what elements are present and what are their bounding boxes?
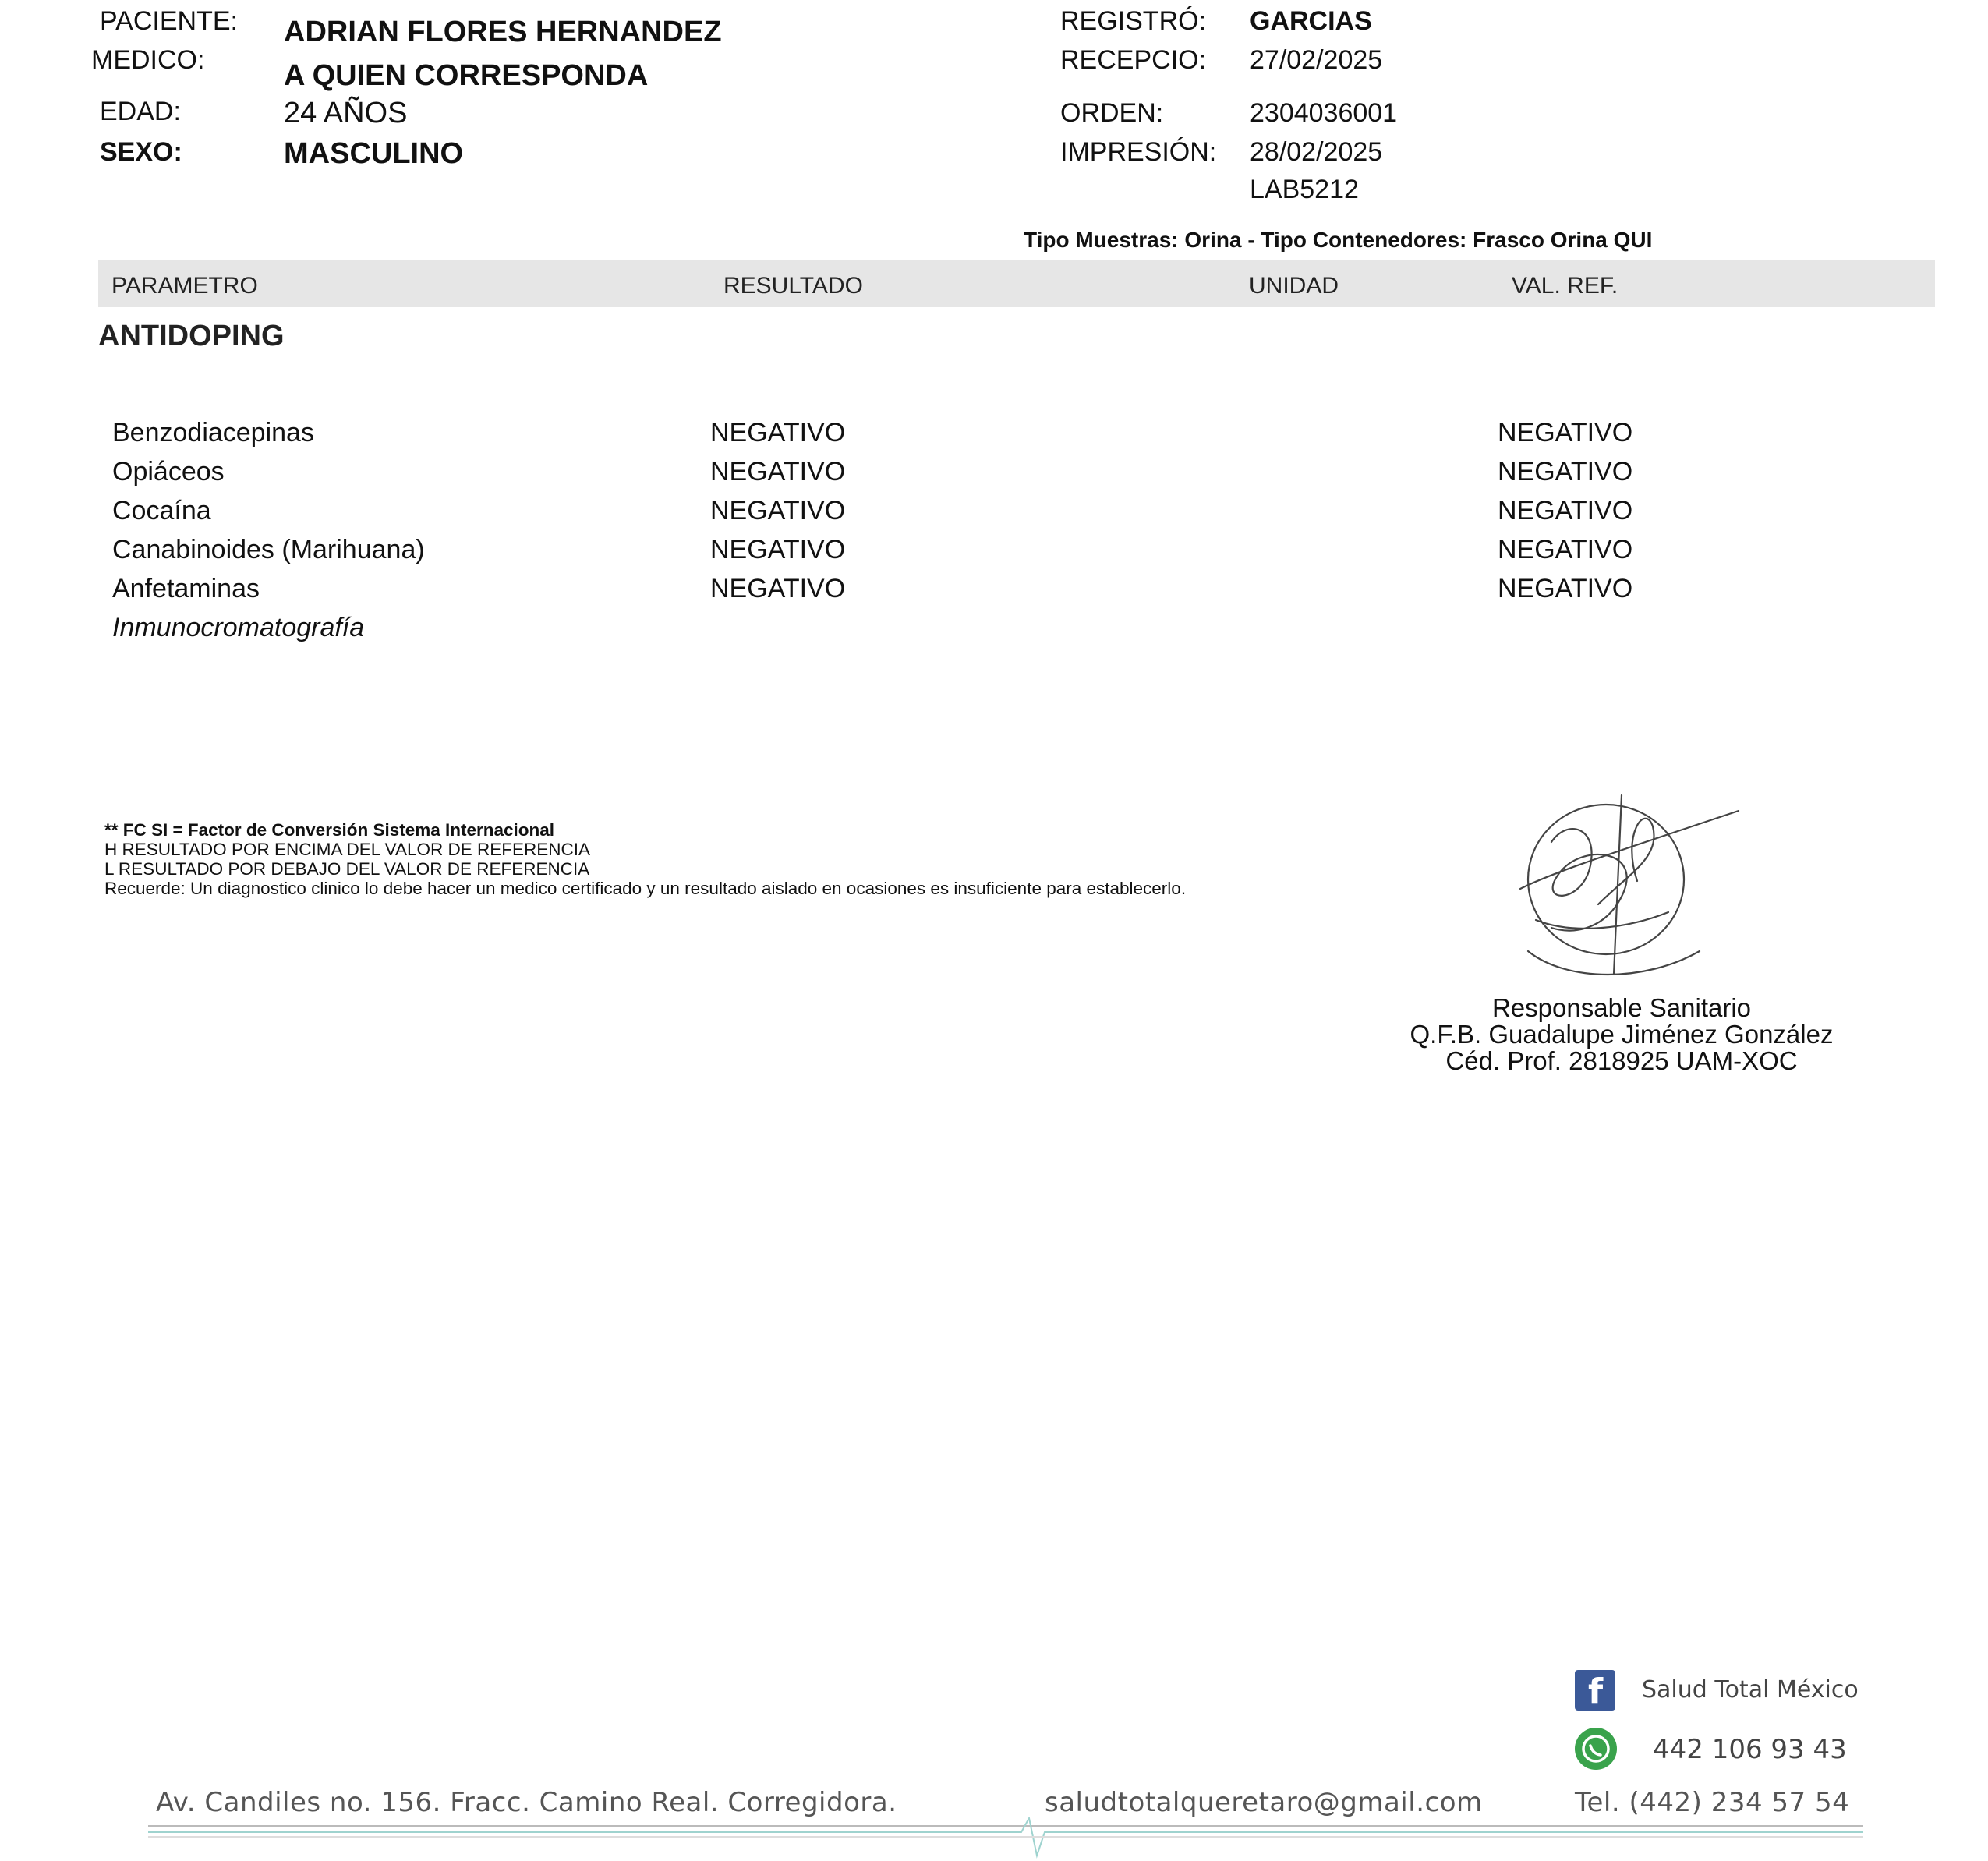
whatsapp-number: 442 106 93 43 xyxy=(1653,1734,1847,1765)
paciente-label: PACIENTE: xyxy=(100,6,238,36)
impresion-value: 28/02/2025 xyxy=(1250,137,1383,167)
recepcio-label: RECEPCIO: xyxy=(1060,45,1207,75)
orden-value: 2304036001 xyxy=(1250,98,1398,128)
paciente-value: ADRIAN FLORES HERNANDEZ xyxy=(284,16,722,48)
edad-label: EDAD: xyxy=(100,97,181,126)
facebook-icon: f xyxy=(1575,1670,1615,1711)
medico-value: A QUIEN CORRESPONDA xyxy=(284,59,649,92)
row-resultado: NEGATIVO xyxy=(710,574,846,603)
sexo-label: SEXO: xyxy=(100,137,182,167)
sample-info: Tipo Muestras: Orina - Tipo Contenedores: Frasco Orina QUI xyxy=(1024,228,1653,252)
footer-email: saludtotalqueretaro@gmail.com xyxy=(1045,1787,1483,1818)
row-val-ref: NEGATIVO xyxy=(1498,535,1633,564)
footer-address: Av. Candiles no. 156. Fracc. Camino Real. Corregidora. xyxy=(156,1787,897,1818)
row-resultado: NEGATIVO xyxy=(710,496,846,525)
table-header xyxy=(98,260,1935,307)
signature-block xyxy=(1388,995,1855,1074)
row-parametro: Opiáceos xyxy=(112,457,225,486)
signature-title: Responsable Sanitario xyxy=(1491,993,1752,1022)
lab-code: LAB5212 xyxy=(1250,175,1359,204)
footer-pulse-line xyxy=(148,1817,1879,1861)
row-parametro: Canabinoides (Marihuana) xyxy=(112,535,425,564)
edad-value: 24 AÑOS xyxy=(284,97,408,129)
row-parametro: Benzodiacepinas xyxy=(112,418,314,448)
medico-label: MEDICO: xyxy=(91,45,205,75)
row-resultado: NEGATIVO xyxy=(710,418,846,448)
whatsapp-icon xyxy=(1575,1728,1617,1770)
registro-value: GARCIAS xyxy=(1250,6,1372,36)
signature-name: Q.F.B. Guadalupe Jiménez González xyxy=(1410,1020,1834,1049)
recepcio-value: 27/02/2025 xyxy=(1250,45,1383,75)
row-val-ref: NEGATIVO xyxy=(1498,418,1633,448)
registro-label: REGISTRÓ: xyxy=(1060,6,1207,36)
signature-image xyxy=(1505,780,1762,990)
row-val-ref: NEGATIVO xyxy=(1498,457,1633,486)
method-note: Inmunocromatografía xyxy=(112,613,365,642)
row-resultado: NEGATIVO xyxy=(710,457,846,486)
note-high: H RESULTADO POR ENCIMA DEL VALOR DE REFERENCIA xyxy=(104,840,591,859)
note-low: L RESULTADO POR DEBAJO DEL VALOR DE REFERENCIA xyxy=(104,859,590,879)
header-parametro: PARAMETRO xyxy=(111,273,258,299)
row-parametro: Cocaína xyxy=(112,496,211,525)
signature-cedula: Céd. Prof. 2818925 UAM-XOC xyxy=(1445,1046,1798,1075)
notes-block xyxy=(104,820,1186,898)
header-val-ref: VAL. REF. xyxy=(1512,273,1618,299)
header-unidad: UNIDAD xyxy=(1249,273,1339,299)
impresion-label: IMPRESIÓN: xyxy=(1060,137,1217,167)
sexo-value: MASCULINO xyxy=(284,137,464,170)
section-title: ANTIDOPING xyxy=(98,320,285,352)
row-val-ref: NEGATIVO xyxy=(1498,574,1633,603)
facebook-handle: Salud Total México xyxy=(1642,1676,1859,1704)
note-fc-si: ** FC SI = Factor de Conversión Sistema Internacional xyxy=(104,820,555,840)
row-resultado: NEGATIVO xyxy=(710,535,846,564)
header-resultado: RESULTADO xyxy=(723,273,863,299)
row-val-ref: NEGATIVO xyxy=(1498,496,1633,525)
footer-phone: Tel. (442) 234 57 54 xyxy=(1575,1787,1850,1818)
row-parametro: Anfetaminas xyxy=(112,574,260,603)
orden-label: ORDEN: xyxy=(1060,98,1164,128)
note-disclaimer: Recuerde: Un diagnostico clinico lo debe hacer un medico certificado y un resultado aislado en ocasiones es insuficiente para establecerlo. xyxy=(104,879,1187,898)
